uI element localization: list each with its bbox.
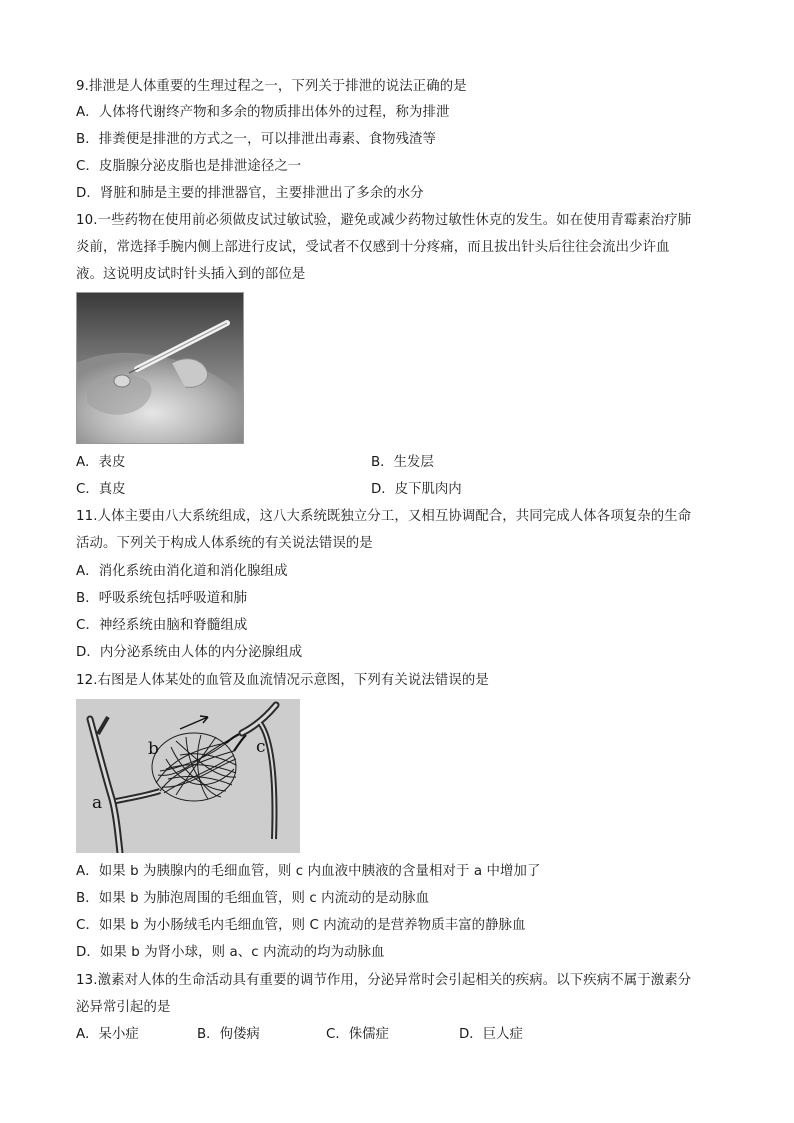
blood-vessel-diagram: [76, 699, 300, 853]
q10-option-c: C．真皮: [76, 482, 126, 497]
q9-option-a: A．人体将代谢终产物和多余的物质排出体外的过程，称为排泄: [76, 105, 450, 120]
q12-stem: 12.右图是人体某处的血管及血流情况示意图，下列有关说法错误的是: [76, 673, 489, 688]
q13-option-a: A．呆小症: [76, 1027, 139, 1042]
q12-option-d: D．如果 b 为肾小球，则 a、c 内流动的均为动脉血: [76, 945, 385, 960]
q9-stem: 9.排泄是人体重要的生理过程之一，下列关于排泄的说法正确的是: [76, 79, 467, 94]
q11-option-c: C．神经系统由脑和脊髓组成: [76, 618, 248, 633]
capillary-network-illustration: [76, 699, 300, 853]
vessel-label-b: b: [148, 739, 159, 759]
q11-option-b: B．呼吸系统包括呼吸道和肺: [76, 591, 248, 606]
q9-option-c: C．皮脂腺分泌皮脂也是排泄途径之一: [76, 159, 302, 174]
q12-option-a: A．如果 b 为胰腺内的毛细血管，则 c 内血液中胰液的含量相对于 a 中增加了: [76, 864, 541, 879]
q13-option-c: C．侏儒症: [326, 1027, 389, 1042]
q13-stem-line-2: 泌异常引起的是: [76, 1000, 171, 1015]
q10-stem-line-3: 液。这说明皮试时针头插入到的部位是: [76, 267, 306, 282]
q11-stem-line-2: 活动。下列关于构成人体系统的有关说法错误的是: [76, 536, 373, 551]
vessel-label-c: c: [256, 737, 266, 757]
q9-option-b: B．排粪便是排泄的方式之一，可以排泄出毒素、食物残渣等: [76, 132, 437, 147]
q10-stem-line-2: 炎前，常选择手腕内侧上部进行皮试，受试者不仅感到十分疼痛，而且拔出针头后往往会流出少许血: [76, 240, 670, 255]
q10-option-a: A．表皮: [76, 455, 126, 470]
skin-test-illustration: [77, 293, 244, 444]
q11-option-a: A．消化系统由消化道和消化腺组成: [76, 564, 288, 579]
q9-option-d: D．肾脏和肺是主要的排泄器官，主要排泄出了多余的水分: [76, 186, 424, 201]
q13-option-b: B．佝偻病: [197, 1027, 260, 1042]
q10-option-d: D．皮下肌肉内: [371, 482, 462, 497]
q13-option-d: D．巨人症: [459, 1027, 523, 1042]
q13-stem-line-1: 13.激素对人体的生命活动具有重要的调节作用，分泌异常时会引起相关的疾病。以下疾病不属于激素分: [76, 973, 692, 988]
q12-option-b: B．如果 b 为肺泡周围的毛细血管，则 c 内流动的是动脉血: [76, 891, 430, 906]
q11-stem-line-1: 11.人体主要由八大系统组成，这八大系统既独立分工，又相互协调配合，共同完成人体各项复杂的生命: [76, 509, 692, 524]
vessel-label-a: a: [92, 793, 103, 813]
q11-option-d: D．内分泌系统由人体的内分泌腺组成: [76, 645, 303, 660]
q10-option-b: B．生发层: [371, 455, 434, 470]
q12-option-c: C．如果 b 为小肠绒毛内毛细血管，则 C 内流动的是营养物质丰富的静脉血: [76, 918, 526, 933]
skin-test-photo: [76, 292, 244, 444]
q10-stem-line-1: 10.一些药物在使用前必须做皮试过敏试验，避免或减少药物过敏性休克的发生。如在使用青霉素治疗肺: [76, 213, 692, 228]
